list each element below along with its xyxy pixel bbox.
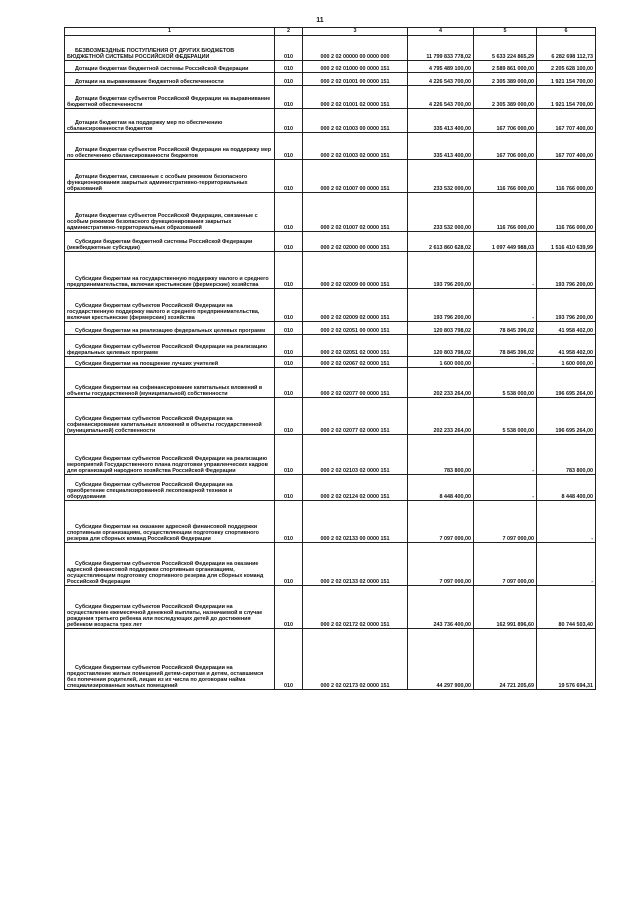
table-row [65,357,596,368]
cell-amount-col-6-text: 8 448 400,00 [561,493,593,500]
cell-classification-code-text: 000 2 02 02172 02 0000 151 [320,621,390,628]
cell-amount-col-6-text: 193 796 200,00 [555,281,593,288]
cell-amount-col-5-text: 78 845 396,02 [499,349,534,356]
cell-indicator-name-text: Субсидии бюджетам субъектов Российской Федерации на оказание адресной финансовой поддержки спортивным организациям, осуществляющим подготовку спортивного резерва для сборных команд Российской Федерации [67,560,264,585]
cell-amount-col-6-text: 196 695 264,00 [555,390,593,397]
cell-indicator-name [65,252,275,289]
cell-classification-code-text: 000 2 02 01001 00 0000 151 [320,78,390,85]
cell-indicator-name [65,322,275,335]
cell-classification-code-text: 000 2 02 02051 00 0000 151 [320,327,390,334]
cell-amount-col-4 [408,133,474,160]
cell-amount-col-5-text: - [532,314,534,321]
cell-amount-col-5-text: - [532,493,534,500]
table-row [65,289,596,322]
cell-classification-code-text: 000 2 02 02077 00 0000 151 [320,390,390,397]
cell-amount-col-6-text: 1 600 000,00 [561,360,593,367]
cell-classification-code-text: 000 2 02 02009 02 0000 151 [320,314,390,321]
cell-amount-col-4-text: 4 226 543 700,00 [429,101,471,108]
cell-classification-code [303,475,408,501]
cell-indicator-name-text: Субсидии бюджетам на государственную поддержку малого и среднего предпринимательства, включая крестьянские (фермерские) хозяйства [67,275,269,288]
cell-indicator-name-text: Дотации бюджетам субъектов Российской Федерации на поддержку мер по обеспечению сбалансированности бюджетов [67,146,272,159]
cell-amount-col-4 [408,232,474,252]
cell-indicator-name [65,435,275,475]
cell-classification-code-text: 000 2 02 02077 02 0000 151 [320,427,390,434]
cell-line-code [275,501,303,543]
cell-indicator-name [65,543,275,586]
cell-amount-col-6-text: 193 796 200,00 [555,314,593,321]
cell-amount-col-5-text: 7 097 000,00 [502,535,534,542]
cell-amount-col-5 [474,586,537,629]
table-row [65,368,596,398]
cell-line-code-text: 010 [284,327,293,334]
cell-classification-code [303,501,408,543]
cell-amount-col-4-text: 233 532 000,00 [433,224,471,231]
cell-amount-col-4-text: 1 600 000,00 [439,360,471,367]
table-row [65,435,596,475]
cell-amount-col-4-text: 202 233 264,00 [433,390,471,397]
header-col-1: 1 [65,28,275,36]
cell-line-code-text: 010 [284,53,293,60]
cell-line-code-text: 010 [284,101,293,108]
cell-amount-col-6-text: 6 282 698 112,73 [551,53,593,60]
cell-line-code-text: 010 [284,621,293,628]
cell-amount-col-5 [474,335,537,357]
cell-amount-col-5 [474,61,537,73]
cell-classification-code-text: 000 2 02 00000 00 0000 000 [320,53,390,60]
cell-amount-col-4-text: 193 796 200,00 [433,314,471,321]
cell-line-code-text: 010 [284,493,293,500]
cell-amount-col-4 [408,543,474,586]
cell-amount-col-6 [537,252,596,289]
cell-indicator-name [65,73,275,86]
cell-amount-col-6 [537,335,596,357]
cell-line-code-text: 010 [284,244,293,251]
cell-line-code-text: 010 [284,578,293,585]
cell-line-code-text: 010 [284,78,293,85]
cell-amount-col-4 [408,160,474,193]
cell-amount-col-6-text: 167 707 400,00 [555,152,593,159]
cell-amount-col-4-text: 120 803 798,02 [433,349,471,356]
cell-amount-col-4 [408,629,474,690]
cell-indicator-name-text: Субсидии бюджетам субъектов Российской Федерации на реализацию федеральных целевых программ [67,343,268,356]
cell-indicator-name-text: Дотации бюджетам на поддержку мер по обеспечению сбалансированности бюджетов [67,119,223,132]
cell-amount-col-4 [408,357,474,368]
cell-amount-col-4-text: 11 799 833 778,02 [426,53,471,60]
cell-line-code [275,543,303,586]
cell-amount-col-6 [537,543,596,586]
cell-amount-col-6 [537,629,596,690]
cell-indicator-name-text: Субсидии бюджетам субъектов Российской Федерации на софинансирование капитальных вложений в объекты государственной (муниципальной) собственности [67,415,262,434]
cell-amount-col-5-text: 1 097 449 988,03 [492,244,534,251]
cell-line-code [275,86,303,109]
cell-amount-col-6-text: 196 695 264,00 [555,427,593,434]
cell-amount-col-4 [408,86,474,109]
cell-amount-col-6-text: 783 800,00 [566,467,593,474]
cell-amount-col-4 [408,289,474,322]
table-row [65,335,596,357]
cell-indicator-name [65,160,275,193]
page-number: 11 [316,17,324,24]
cell-amount-col-4 [408,109,474,133]
table-row [65,193,596,232]
cell-indicator-name [65,36,275,61]
table-row [65,232,596,252]
cell-amount-col-6-text: 116 766 000,00 [555,224,593,231]
cell-amount-col-4-text: 2 613 860 628,02 [429,244,471,251]
cell-indicator-name [65,475,275,501]
cell-amount-col-6 [537,73,596,86]
cell-amount-col-4-text: 4 795 489 100,00 [429,65,471,72]
cell-line-code-text: 010 [284,467,293,474]
table-row [65,109,596,133]
cell-line-code [275,61,303,73]
cell-classification-code [303,252,408,289]
cell-amount-col-5 [474,133,537,160]
table-row [65,36,596,61]
cell-amount-col-6 [537,289,596,322]
cell-amount-col-5-text: 5 633 224 865,29 [492,53,534,60]
cell-classification-code-text: 000 2 02 02067 02 0000 151 [320,360,390,367]
cell-amount-col-6 [537,193,596,232]
cell-line-code [275,232,303,252]
cell-amount-col-6 [537,475,596,501]
table-row [65,322,596,335]
cell-indicator-name [65,398,275,435]
cell-amount-col-6-text: - [591,578,593,585]
cell-amount-col-4-text: 335 413 400,00 [433,152,471,159]
cell-indicator-name [65,629,275,690]
cell-line-code [275,193,303,232]
cell-classification-code [303,322,408,335]
cell-indicator-name-text: Субсидии бюджетам субъектов Российской Федерации на государственную поддержку малого и среднего предпринимательства, включая крестьянские (фермерские) хозяйства [67,302,260,321]
cell-amount-col-5 [474,86,537,109]
cell-amount-col-5-text: - [532,467,534,474]
cell-indicator-name-text: Дотации на выравнивание бюджетной обеспеченности [75,78,224,85]
table-row [65,586,596,629]
cell-indicator-name-text: Субсидии бюджетам на реализацию федеральных целевых программ [75,327,266,334]
cell-line-code-text: 010 [284,682,293,689]
cell-line-code-text: 010 [284,427,293,434]
cell-line-code [275,133,303,160]
cell-indicator-name-text: Субсидии бюджетам на софинансирование капитальных вложений в объекты государственной (муниципальной) собственности [67,384,263,397]
cell-classification-code-text: 000 2 02 02051 02 0000 151 [320,349,390,356]
cell-amount-col-4 [408,586,474,629]
cell-amount-col-5-text: 5 538 000,00 [502,427,534,434]
cell-indicator-name [65,289,275,322]
cell-line-code-text: 010 [284,390,293,397]
cell-amount-col-4 [408,398,474,435]
cell-amount-col-6 [537,368,596,398]
cell-indicator-name [65,368,275,398]
cell-indicator-name-text: Субсидии бюджетам субъектов Российской Федерации на приобретение специализированной лесопожарной техники и оборудования [67,481,233,500]
table-row [65,61,596,73]
cell-amount-col-5 [474,193,537,232]
cell-amount-col-6-text: 2 205 628 100,00 [551,65,593,72]
cell-line-code [275,335,303,357]
cell-amount-col-4-text: 193 796 200,00 [433,281,471,288]
cell-amount-col-5-text: 116 766 000,00 [496,185,534,192]
cell-amount-col-5 [474,109,537,133]
cell-amount-col-5 [474,322,537,335]
cell-amount-col-4 [408,475,474,501]
cell-amount-col-5-text: 78 845 396,02 [499,327,534,334]
cell-indicator-name-text: Субсидии бюджетам субъектов Российской Федерации на осуществление ежемесячной денежной выплаты, назначаемой в случае рождения третьего ребенка или последующих детей до достижения ребенком возраста трех лет [67,603,263,628]
cell-indicator-name [65,61,275,73]
cell-classification-code-text: 000 2 02 01001 02 0000 151 [320,101,390,108]
cell-amount-col-4-text: 120 803 798,02 [433,327,471,334]
table-row [65,543,596,586]
cell-classification-code [303,193,408,232]
cell-line-code-text: 010 [284,65,293,72]
cell-amount-col-4-text: 4 226 543 700,00 [429,78,471,85]
cell-line-code-text: 010 [284,535,293,542]
cell-indicator-name [65,501,275,543]
cell-amount-col-4-text: 783 800,00 [444,467,471,474]
cell-indicator-name [65,86,275,109]
cell-indicator-name [65,193,275,232]
cell-amount-col-4-text: 335 413 400,00 [433,125,471,132]
cell-amount-col-4 [408,252,474,289]
cell-classification-code [303,36,408,61]
cell-indicator-name-text: Субсидии бюджетам субъектов Российской Федерации на предоставление жилых помещений детям-сиротам и детям, оставшимся без попечения родителей, лицам из их числа по договорам найма специализированных жилых помещений [67,664,264,689]
cell-classification-code-text: 000 2 02 02103 02 0000 151 [320,467,390,474]
cell-amount-col-4-text: 44 297 900,00 [436,682,471,689]
cell-amount-col-5-text: 116 766 000,00 [496,224,534,231]
cell-indicator-name [65,232,275,252]
cell-amount-col-4 [408,322,474,335]
cell-amount-col-5 [474,357,537,368]
cell-classification-code [303,61,408,73]
cell-classification-code [303,368,408,398]
cell-indicator-name [65,133,275,160]
cell-amount-col-5 [474,629,537,690]
cell-amount-col-5 [474,289,537,322]
cell-indicator-name-text: Дотации бюджетам субъектов Российской Федерации, связанные с особым режимом безопасного функционирования закрытых административно-территориальных образований [67,212,258,231]
cell-classification-code [303,543,408,586]
cell-amount-col-4 [408,435,474,475]
cell-amount-col-6-text: 41 958 402,00 [558,327,593,334]
cell-indicator-name-text: Субсидии бюджетам на оказание адресной финансовой поддержки спортивным организациям, осуществляющим подготовку спортивного резерва для сборных команд Российской Федерации [67,523,259,542]
cell-amount-col-5-text: 167 706 000,00 [496,152,534,159]
cell-amount-col-6 [537,435,596,475]
cell-amount-col-4-text: 243 736 400,00 [433,621,471,628]
cell-classification-code [303,232,408,252]
cell-indicator-name-text: Субсидии бюджетам бюджетной системы Российской Федерации (межбюджетные субсидии) [67,238,253,251]
cell-amount-col-6-text: 1 921 154 700,00 [551,78,593,85]
table-row [65,73,596,86]
cell-line-code-text: 010 [284,349,293,356]
cell-line-code [275,435,303,475]
cell-line-code [275,109,303,133]
table-row [65,398,596,435]
cell-amount-col-6 [537,398,596,435]
cell-indicator-name [65,109,275,133]
cell-amount-col-6-text: - [591,535,593,542]
cell-classification-code-text: 000 2 02 02173 02 0000 151 [320,682,390,689]
cell-amount-col-6 [537,61,596,73]
cell-amount-col-4 [408,61,474,73]
cell-classification-code [303,289,408,322]
header-col-5: 5 [474,28,537,36]
cell-classification-code [303,86,408,109]
cell-indicator-name-text: Субсидии бюджетам на поощрение лучших учителей [75,360,219,367]
cell-amount-col-4 [408,335,474,357]
cell-amount-col-6 [537,501,596,543]
cell-classification-code-text: 000 2 02 02009 00 0000 151 [320,281,390,288]
cell-amount-col-6 [537,133,596,160]
header-col-2: 2 [275,28,303,36]
cell-amount-col-6-text: 1 516 410 639,99 [551,244,593,251]
table-row [65,629,596,690]
cell-amount-col-5-text: 167 706 000,00 [496,125,534,132]
cell-line-code-text: 010 [284,360,293,367]
cell-line-code [275,289,303,322]
cell-amount-col-5 [474,73,537,86]
cell-amount-col-5-text: 7 097 000,00 [502,578,534,585]
header-col-6: 6 [537,28,596,36]
cell-line-code-text: 010 [284,152,293,159]
cell-amount-col-5 [474,475,537,501]
cell-classification-code [303,398,408,435]
cell-classification-code-text: 000 2 02 02133 02 0000 151 [320,578,390,585]
cell-line-code [275,398,303,435]
cell-amount-col-5 [474,36,537,61]
cell-amount-col-5-text: - [532,281,534,288]
cell-indicator-name-text: Дотации бюджетам, связанные с особым режимом безопасного функционирования закрытых административно-территориальных образований [67,173,248,192]
table-row [65,501,596,543]
cell-indicator-name-text: БЕЗВОЗМЕЗДНЫЕ ПОСТУПЛЕНИЯ ОТ ДРУГИХ БЮДЖЕТОВ БЮДЖЕТНОЙ СИСТЕМЫ РОССИЙСКОЙ ФЕДЕРАЦИИ [67,47,235,60]
cell-classification-code-text: 000 2 02 01000 00 0000 151 [320,65,390,72]
cell-amount-col-6 [537,109,596,133]
cell-line-code [275,73,303,86]
cell-line-code [275,160,303,193]
cell-amount-col-5-text: - [532,360,534,367]
table-row [65,160,596,193]
cell-amount-col-5-text: 2 305 389 000,00 [492,101,534,108]
cell-amount-col-4-text: 233 532 000,00 [433,185,471,192]
cell-indicator-name-text: Дотации бюджетам бюджетной системы Российской Федерации [75,65,249,72]
header-row [65,28,596,36]
cell-line-code [275,252,303,289]
cell-amount-col-6-text: 80 744 503,40 [558,621,593,628]
cell-amount-col-6-text: 41 958 402,00 [558,349,593,356]
cell-line-code-text: 010 [284,125,293,132]
cell-amount-col-4 [408,193,474,232]
cell-amount-col-5 [474,543,537,586]
table-row [65,86,596,109]
header-col-3: 3 [303,28,408,36]
cell-amount-col-5 [474,435,537,475]
cell-classification-code [303,435,408,475]
cell-classification-code-text: 000 2 02 02133 00 0000 151 [320,535,390,542]
cell-amount-col-5-text: 162 991 896,60 [496,621,534,628]
cell-line-code [275,357,303,368]
cell-line-code [275,586,303,629]
cell-classification-code-text: 000 2 02 01007 02 0000 151 [320,224,390,231]
cell-amount-col-6-text: 19 576 694,31 [558,682,593,689]
cell-amount-col-5-text: 2 589 861 000,00 [492,65,534,72]
cell-line-code [275,322,303,335]
cell-line-code [275,629,303,690]
cell-amount-col-6 [537,586,596,629]
cell-classification-code [303,335,408,357]
cell-line-code [275,368,303,398]
cell-amount-col-5 [474,160,537,193]
cell-amount-col-4 [408,73,474,86]
cell-line-code-text: 010 [284,224,293,231]
cell-line-code [275,475,303,501]
cell-line-code [275,36,303,61]
cell-amount-col-4 [408,501,474,543]
cell-classification-code [303,629,408,690]
cell-amount-col-6 [537,160,596,193]
cell-amount-col-6 [537,36,596,61]
cell-line-code-text: 010 [284,314,293,321]
cell-indicator-name [65,357,275,368]
table-row [65,475,596,501]
cell-classification-code-text: 000 2 02 02000 00 0000 151 [320,244,390,251]
cell-indicator-name [65,586,275,629]
cell-amount-col-6 [537,232,596,252]
cell-amount-col-5 [474,252,537,289]
cell-amount-col-6 [537,357,596,368]
cell-classification-code [303,133,408,160]
cell-amount-col-6 [537,86,596,109]
cell-amount-col-4-text: 202 233 264,00 [433,427,471,434]
cell-classification-code-text: 000 2 02 01003 02 0000 151 [320,152,390,159]
cell-classification-code-text: 000 2 02 01003 00 0000 151 [320,125,390,132]
cell-amount-col-5-text: 2 305 389 000,00 [492,78,534,85]
cell-amount-col-5 [474,398,537,435]
cell-line-code-text: 010 [284,185,293,192]
cell-classification-code-text: 000 2 02 01007 00 0000 151 [320,185,390,192]
table-row [65,252,596,289]
cell-amount-col-5 [474,501,537,543]
cell-amount-col-4 [408,368,474,398]
cell-amount-col-6 [537,322,596,335]
cell-amount-col-4 [408,36,474,61]
table-row [65,133,596,160]
cell-classification-code [303,73,408,86]
cell-indicator-name [65,335,275,357]
cell-classification-code [303,357,408,368]
cell-amount-col-6-text: 116 766 000,00 [555,185,593,192]
cell-classification-code-text: 000 2 02 02124 02 0000 151 [320,493,390,500]
cell-amount-col-4-text: 8 448 400,00 [439,493,471,500]
cell-line-code-text: 010 [284,281,293,288]
cell-classification-code [303,109,408,133]
cell-amount-col-5 [474,232,537,252]
cell-amount-col-6-text: 167 707 400,00 [555,125,593,132]
cell-amount-col-5-text: 24 721 205,69 [499,682,534,689]
header-col-4: 4 [408,28,474,36]
cell-classification-code [303,586,408,629]
cell-indicator-name-text: Субсидии бюджетам субъектов Российской Федерации на реализацию мероприятий Государственного плана подготовки управленческих кадров для организаций народного хозяйства Российской Федерации [67,455,268,474]
cell-amount-col-6-text: 1 921 154 700,00 [551,101,593,108]
cell-amount-col-4-text: 7 097 000,00 [439,535,471,542]
table-body [65,36,596,690]
budget-revenue-table [64,27,596,690]
cell-amount-col-5 [474,368,537,398]
cell-amount-col-5-text: 5 538 000,00 [502,390,534,397]
cell-classification-code [303,160,408,193]
cell-amount-col-4-text: 7 097 000,00 [439,578,471,585]
cell-indicator-name-text: Дотации бюджетам субъектов Российской Федерации на выравнивание бюджетной обеспеченности [67,95,271,108]
